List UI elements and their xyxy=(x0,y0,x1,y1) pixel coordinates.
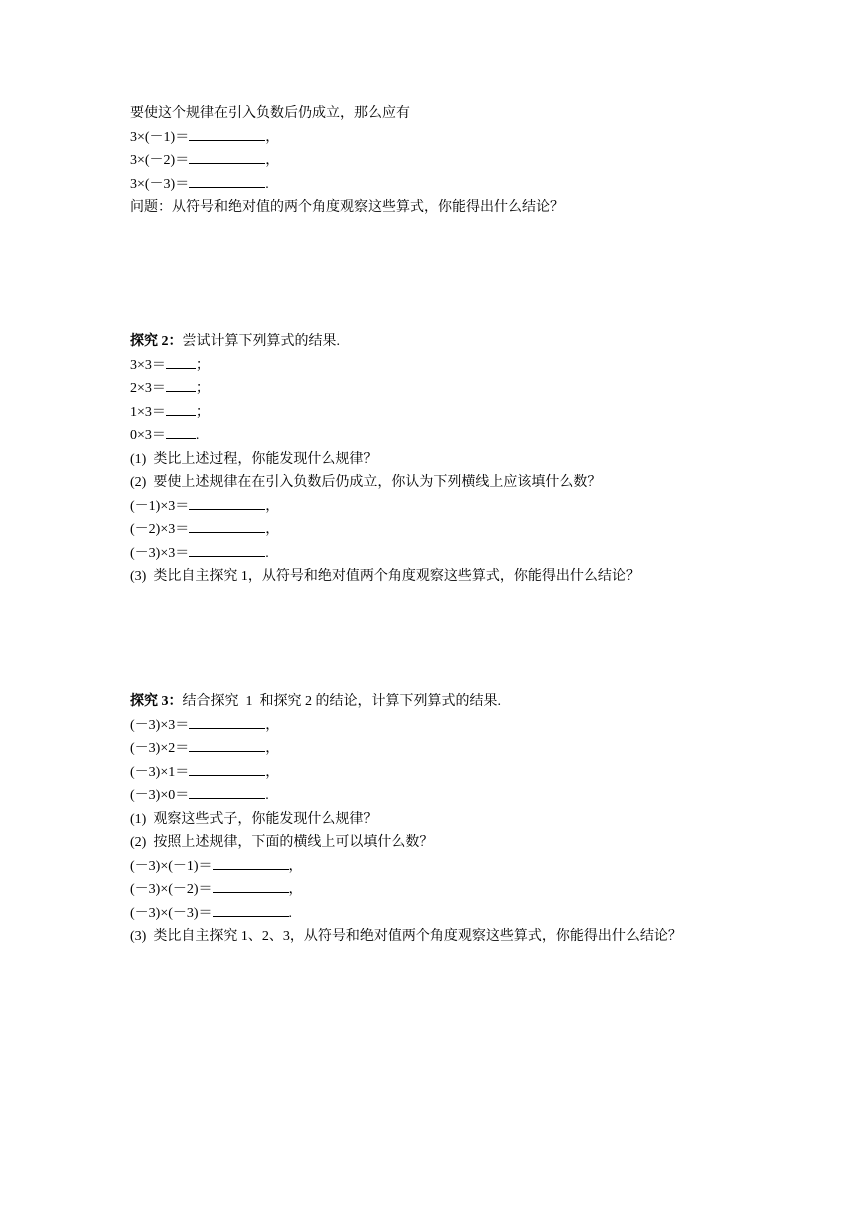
section-1 xyxy=(130,102,820,220)
equation-line: (－3)×2＝ ， xyxy=(130,741,280,756)
answer-blank[interactable] xyxy=(189,128,265,141)
answer-blank[interactable] xyxy=(189,786,265,799)
section-heading-label: 探究 3： xyxy=(130,694,183,709)
equation-line: (－3)×1＝ ， xyxy=(130,764,280,780)
question-2: (2) 按照上述规律，下面的横线上可以填什么数？ xyxy=(130,835,434,850)
equation-line: 3×(－1)＝ ， xyxy=(130,129,280,145)
equation-line: (－3)×(－3)＝ . xyxy=(130,905,293,921)
answer-blank[interactable] xyxy=(189,544,265,557)
section-heading-label: 探究 2： xyxy=(130,334,183,349)
section-1-question: 问题：从符号和绝对值的两个角度观察这些算式，你能得出什么结论？ xyxy=(130,200,564,215)
answer-blank[interactable] xyxy=(189,497,265,510)
section-2-heading: 探究 2：尝试计算下列算式的结果. xyxy=(130,334,340,349)
equation-line: 0×3＝ . xyxy=(130,428,200,443)
section-3 xyxy=(130,690,820,949)
question-1: (1) 观察这些式子，你能发现什么规律？ xyxy=(130,811,378,827)
equation-line: (－3)×3＝ . xyxy=(130,545,269,561)
section-2 xyxy=(130,330,820,589)
answer-blank[interactable] xyxy=(213,857,289,870)
answer-blank[interactable] xyxy=(166,379,196,392)
answer-blank[interactable] xyxy=(189,716,265,729)
question-3: (3) 类比自主探究 1、2、3，从符号和绝对值两个角度观察这些算式，你能得出什么结论？ xyxy=(130,929,682,944)
equation-line: 3×(－2)＝ ， xyxy=(130,153,280,168)
answer-blank[interactable] xyxy=(166,403,196,416)
equation-line: 2×3＝ ； xyxy=(130,381,210,396)
equation-line: 3×(－3)＝ . xyxy=(130,176,269,192)
answer-blank[interactable] xyxy=(213,904,289,917)
equation-line: (－3)×(－1)＝ ， xyxy=(130,858,303,874)
answer-blank[interactable] xyxy=(189,520,265,533)
answer-blank[interactable] xyxy=(189,151,265,164)
equation-line: (－1)×3＝ ， xyxy=(130,498,280,514)
section-3-heading: 探究 3：结合探究 1 和探究 2 的结论，计算下列算式的结果. xyxy=(130,694,501,709)
equation-line: (－3)×3＝ ， xyxy=(130,717,280,733)
answer-blank[interactable] xyxy=(166,426,196,439)
equation-line: (－3)×(－2)＝ ， xyxy=(130,882,303,897)
answer-blank[interactable] xyxy=(189,175,265,188)
answer-blank[interactable] xyxy=(166,356,196,369)
equation-line: (－2)×3＝ ， xyxy=(130,522,280,537)
equation-line: 1×3＝ ； xyxy=(130,404,210,420)
question-2: (2) 要使上述规律在在引入负数后仍成立，你认为下列横线上应该填什么数？ xyxy=(130,475,602,490)
question-1: (1) 类比上述过程，你能发现什么规律？ xyxy=(130,451,378,467)
equation-line: (－3)×0＝ . xyxy=(130,788,269,803)
question-3: (3) 类比自主探究 1，从符号和绝对值两个角度观察这些算式，你能得出什么结论？ xyxy=(130,569,640,584)
equation-line: 3×3＝ ； xyxy=(130,357,210,373)
answer-blank[interactable] xyxy=(189,739,265,752)
answer-blank[interactable] xyxy=(189,763,265,776)
section-1-intro: 要使这个规律在引入负数后仍成立，那么应有 xyxy=(130,106,410,121)
answer-blank[interactable] xyxy=(213,880,289,893)
